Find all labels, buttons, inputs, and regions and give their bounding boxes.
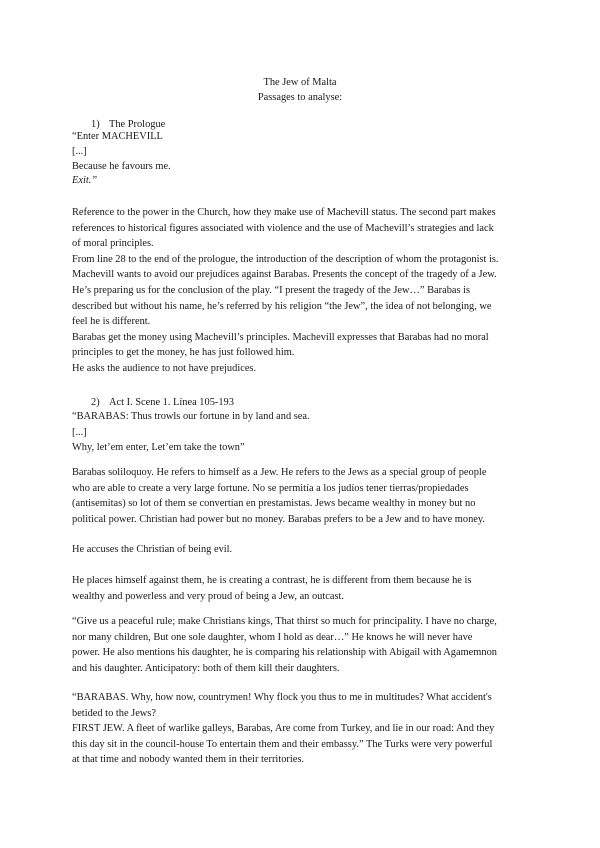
text-line: (antisemitas) so lot of them se convertían en prestamistas. Jews became wealthy in money but no	[72, 498, 476, 510]
section-2-title: Act I. Scene 1. Línea 105-193	[109, 397, 234, 408]
text-line: nor many children, But one sole daughter, whom I hold as dear…” He knows he will never have	[72, 631, 473, 643]
text-line: He’s preparing us for the conclusion of the play. “I present the tragedy of the Jew…” Barabas is	[72, 284, 471, 296]
section-2-paragraph-5	[72, 690, 532, 768]
section-2-paragraph-3	[72, 573, 532, 604]
quote-line: [...]	[72, 426, 87, 438]
text-line: He accuses the Christian of being evil.	[72, 544, 233, 555]
section-1-analysis	[72, 205, 532, 377]
quote-line: [...]	[72, 145, 87, 157]
text-line: He places himself against them, he is creating a contrast, he is different from them because he is	[72, 575, 472, 586]
text-line: He asks the audience to not have prejudices.	[72, 362, 257, 374]
text-line: Machevill wants to avoid our prejudices against Barabas. Presents the concept of the tragedy of a Jew.	[72, 269, 497, 281]
quote-line: “BARABAS: Thus trowls our fortune in by land and sea.	[72, 411, 310, 422]
text-line: political power. Christian had power but no money. Barabas prefers to be a Jew and to have money.	[72, 513, 486, 525]
document-title: The Jew of Malta	[263, 77, 337, 88]
text-line: references to historical figures associated with violence and the use of Machevill’s strategies and lack	[72, 222, 494, 234]
quote-line: Exit.”	[72, 175, 98, 187]
text-line: power. He also mentions his daughter, he is comparing his relationship with Abigail with Agamemnon	[72, 647, 497, 659]
text-line: and his daughter. Anticipatory: both of them kill their daughters.	[72, 662, 340, 674]
text-line: FIRST JEW. A fleet of warlike galleys, Barabas, Are come from Turkey, and lie in our road: And they	[72, 723, 495, 735]
quote-line: “Enter MACHEVILL	[72, 131, 163, 142]
text-line: From line 28 to the end of the prologue, the introduction of the description of whom the protagonist is.	[72, 253, 499, 265]
section-1-quote	[72, 130, 532, 189]
section-2-paragraph-2	[72, 542, 532, 558]
text-line: Reference to the power in the Church, how they make use of Machevill status. The second part makes	[72, 207, 496, 218]
text-line: Barabas soliloquoy. He refers to himself as a Jew. He refers to the Jews as a special group of people	[72, 467, 487, 478]
text-line: described but without his name, he’s referred by his religion “the Jew”, the idea of not belonging, we	[72, 300, 492, 312]
text-line: feel he is different.	[72, 316, 151, 328]
text-line: “BARABAS. Why, how now, countrymen! Why flock you thus to me in multitudes? What accident's	[72, 692, 492, 703]
quote-line: Because he favours me.	[72, 160, 171, 172]
text-line: at that time and nobody wanted them in their territories.	[72, 754, 304, 766]
text-line: this day sit in the council-house To entertain them and their embassy.” The Turks were very powerful	[72, 738, 493, 750]
text-line: betided to the Jews?	[72, 707, 156, 719]
text-line: “Give us a peaceful rule; make Christians kings, That thirst so much for principality. I have no charge,	[72, 616, 497, 627]
section-1-number: 1)	[91, 119, 100, 130]
text-line: Barabas get the money using Machevill’s principles. Machevill expresses that Barabas had no moral	[72, 331, 489, 343]
section-2-quote	[72, 409, 532, 456]
text-line: who are able to create a very large fortune. No se permitía a los judíos tener tierras/propiedades	[72, 482, 469, 494]
section-2-number: 2)	[91, 397, 100, 408]
section-1-title: The Prologue	[109, 119, 166, 130]
section-2-paragraph-1	[72, 465, 532, 527]
text-line: principles to get the money, he has just followed him.	[72, 347, 295, 359]
text-line: of moral principles.	[72, 238, 154, 250]
document-subtitle: Passages to analyse:	[257, 92, 343, 103]
text-line: wealthy and powerless and very proud of being a Jew, an outcast.	[72, 590, 344, 602]
section-2-paragraph-4	[72, 614, 532, 676]
section-2-heading	[91, 395, 234, 410]
quote-line: Why, let’em enter, Let’em take the town”	[72, 442, 245, 454]
